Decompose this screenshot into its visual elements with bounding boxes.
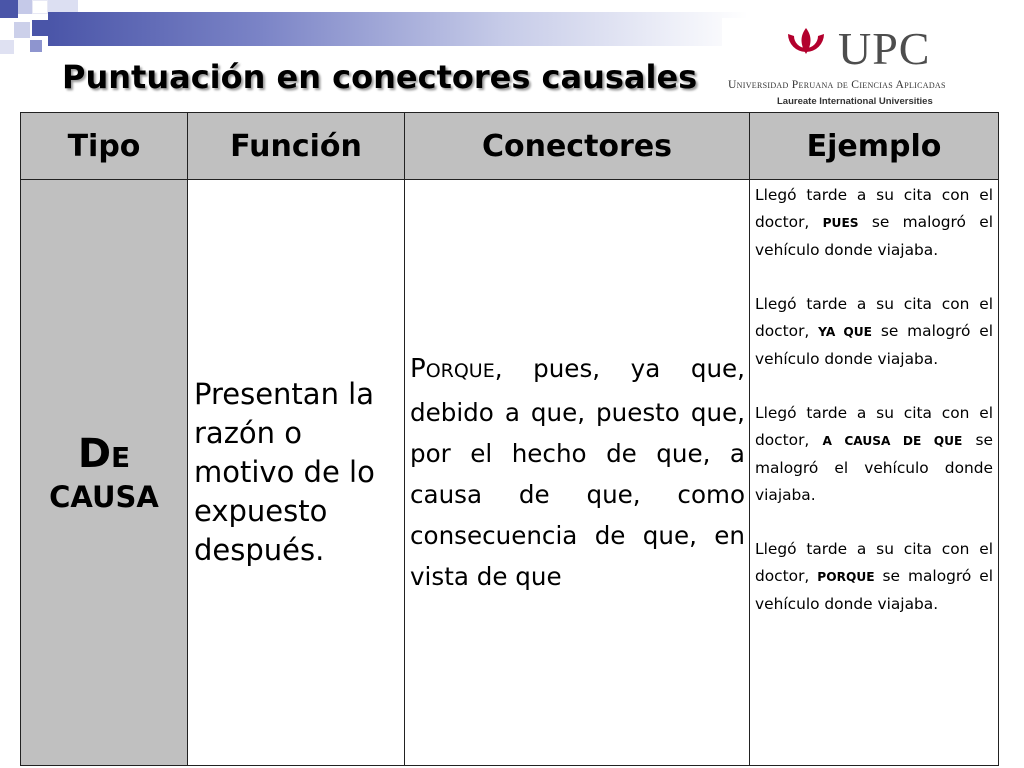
upc-logo [722,18,1018,114]
page-title: Puntuación en conectores causales [62,58,698,96]
example-keyword: PORQUE [817,570,875,584]
example-1 [755,182,993,264]
header-tipo: Tipo [21,113,188,180]
decor-square [0,40,14,54]
decor-square [32,20,48,36]
example-keyword: PUES [822,216,859,230]
header-funcion: Función [188,113,405,180]
example-3 [755,400,993,509]
example-text: se malogró el vehículo donde viajaba. [755,431,993,504]
header-gradient-bar [48,12,748,46]
example-text: se malogró el vehículo donde viajaba. [755,567,993,613]
example-text: se malogró el vehículo donde viajaba. [755,213,993,259]
decor-square [48,0,78,12]
example-text: Llegó tarde a su cita con el doctor, [755,404,993,449]
funcion-text: Presentan la razón o motivo de lo expuesto después. [194,377,375,567]
header-conectores: Conectores [405,113,750,180]
tipo-initial-rest: E [111,441,131,475]
example-keyword: YA QUE [818,325,873,339]
table-header-row [21,113,999,180]
logo-university: Universidad Peruana de Ciencias Aplicadas [728,78,946,91]
table-row [21,180,999,766]
upc-logo-mark-icon [780,22,832,74]
logo-name: UPC [838,23,931,74]
decor-square [32,0,48,14]
conectores-list: , pues, ya que, debido a que, puesto que, por el hecho de que, a causa de que, como consecuencia de que, en vista de que [410,354,745,591]
example-text: se malogró el vehículo donde viajaba. [755,322,994,368]
tipo-initial: D [77,431,112,478]
conectores-smallcaps: ORQUE [425,360,495,383]
conectores-initial: P [410,354,426,385]
cell-ejemplo [750,180,999,766]
connectors-table [20,112,999,766]
decor-square [30,40,42,52]
example-keyword: A CAUSA DE QUE [822,434,963,448]
decor-square [14,22,30,38]
cell-tipo [21,180,188,766]
example-text: Llegó tarde a su cita con el doctor, [755,540,993,585]
decor-square [0,0,18,18]
logo-network: Laureate International Universities [777,96,933,107]
example-4 [755,536,993,618]
example-2 [755,291,993,373]
cell-funcion [188,180,405,766]
example-text: Llegó tarde a su cita con el doctor, [755,295,993,340]
example-text: Llegó tarde a su cita con el doctor, [755,186,993,231]
cell-conectores [405,180,750,766]
decor-square [18,0,32,14]
header-ejemplo: Ejemplo [750,113,999,180]
tipo-causa: CAUSA [49,480,159,515]
